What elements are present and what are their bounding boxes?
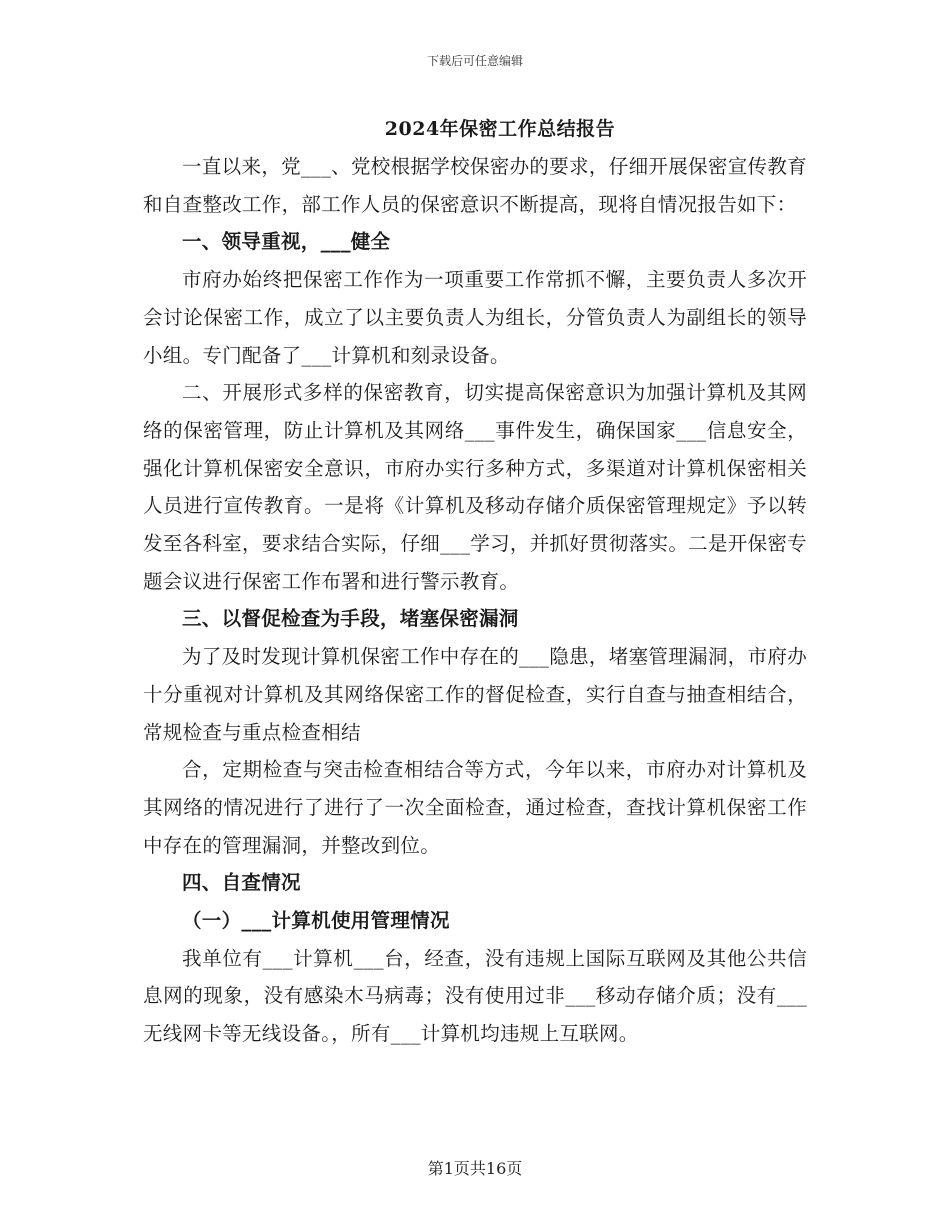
section-heading-3: 三、以督促检查为手段，堵塞保密漏洞 — [182, 607, 519, 631]
document-title: 2024年保密工作总结报告 — [384, 118, 616, 140]
paragraph-inspection-1: 为了及时发现计算机保密工作中存在的___隐患，堵塞管理漏洞，市府办十分重视对计算机及其网络保密工作的督促检查，实行自查与抽查相结合，常规检查与重点检查相结 — [143, 645, 807, 744]
paragraph-computer-usage: 我单位有___计算机___台，经查，没有违规上国际互联网及其他公共信息网的现象，没有感染木马病毒；没有使用过非___移动存储介质；没有___无线网卡等无线设备。，所有___计算机均违规上互联网。 — [143, 946, 807, 1046]
paragraph-education: 二、开展形式多样的保密教育，切实提高保密意识为加强计算机及其网络的保密管理，防止计算机及其网络___事件发生，确保国家___信息安全，强化计算机保密安全意识，市府办实行多种方式，多渠道对计算机保密相关人员进行宣传教育。一是将《计算机及移动存储介质保密管理规定》予以转发至各科室，要求结合实际，仔细___学习，并抓好贯彻落实。二是开保密专题会议进行保密工作布署和进行警示教育。 — [143, 381, 807, 593]
download-note: 下载后可任意编辑 — [426, 54, 523, 68]
page-number: 第1页共16页 — [427, 1159, 523, 1178]
document-body — [143, 148, 807, 1053]
paragraph-inspection-2: 合，定期检查与突击检查相结合等方式，今年以来，市府办对计算机及其网络的情况进行了进行了一次全面检查，通过检查，查找计算机保密工作中存在的管理漏洞，并整改到位。 — [143, 758, 807, 857]
section-heading-1: 一、领导重视，___健全 — [182, 230, 391, 254]
paragraph-intro: 一直以来，党___、党校根据学校保密办的要求，仔细开展保密宣传教育和自查整改工作，部工作人员的保密意识不断提高，现将自情况报告如下： — [143, 155, 807, 216]
section-heading-4: 四、自查情况 — [182, 871, 301, 895]
subsection-heading-4-1: （一）___计算机使用管理情况 — [182, 909, 450, 933]
paragraph-leadership: 市府办始终把保密工作作为一项重要工作常抓不懈，主要负责人多次开会讨论保密工作，成立了以主要负责人为组长，分管负责人为副组长的领导小组。专门配备了___计算机和刻录设备。 — [143, 268, 807, 367]
